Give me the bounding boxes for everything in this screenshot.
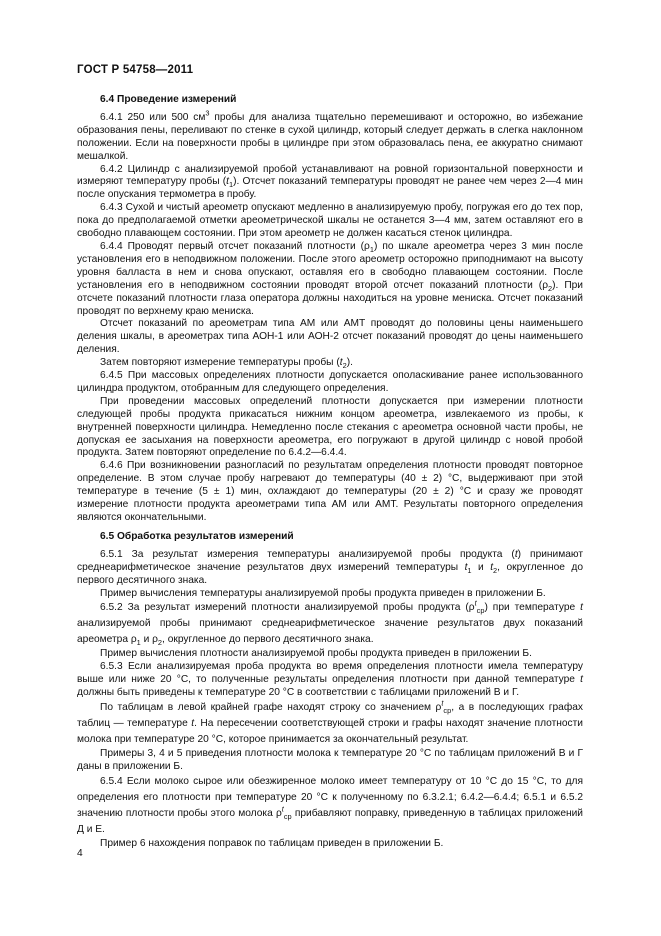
paragraph-6-5-1: 6.5.1 За результат измерения температуры анализируемой пробы продукта (t) принимают среднеарифметическое значение результатов двух измерений температуры $t_1$ и $t_2$, округленное до первого десятичного знака. bbox=[77, 548, 583, 586]
paragraph-example-6: Пример 6 нахождения поправок по таблицам приведен в приложении Б. bbox=[100, 837, 444, 849]
paragraph-density-example: Пример вычисления плотности анализируемой пробы продукта приведен в приложении Б. bbox=[100, 648, 532, 660]
paragraph-hydrometer-reading: Отсчет показаний по ареометрам типа АМ или АМТ проводят до половины цены наименьшего деления шкалы, в ареометрах типа АОН-1 или АОН-2 отсчет показаний проводят до цены наименьшего деления. bbox=[77, 318, 583, 356]
paragraph-6-4-3: 6.4.3 Сухой и чистый ареометр опускают медленно в анализируемую пробу, погружая его до тех пор, пока до предполагаемой отметки ареометрической шкалы не останется 3—4 мм, затем оставляют его в свободно плавающем состоянии. При этом ареометр не должен касаться стенок цилиндра. bbox=[77, 202, 583, 240]
paragraph-6-5-4: 6.5.4 Если молоко сырое или обезжиренное молоко имеет температуру от 10 °С до 15 °С, то для определения его плотности при температуре 20 °С к полученному по 6.3.2.1; 6.4.2—6.4.4; 6.5.1 и 6.5.2 значению плотности пробы этого молока $\rho^t_{ср}$ прибавляют поправку, приведенную в таблицах приложений Д и Е. bbox=[77, 775, 583, 835]
section-title-6-4: 6.4 Проведение измерений bbox=[100, 94, 237, 105]
section-title-6-5: 6.5 Обработка результатов измерений bbox=[100, 530, 294, 542]
paragraph-6-4-4: 6.4.4 Проводят первый отсчет показаний плотности $(\rho_1)$ по шкале ареометра через 3 мин после установления его в неподвижном положении. После этого ареометр осторожно приподнимают на высоту уровня балласта в нем и снова опускают, оставляя его в свободно плавающем состоянии. После установления его в неподвижном состоянии проводят второй отсчет показаний плотности $(\rho_2)$. При отсчете показаний плотности глаза оператора должны находиться на уровне мениска. Отсчет показаний проводят по верхнему краю мениска. bbox=[77, 240, 583, 317]
paragraph-6-4-1: 6.4.1 250 или 500 $см^3$ пробы для анализа тщательно перемешивают и осторожно, во избежание образования пены, переливают по стенке в сухой цилиндр, который следует держать в слегка наклонном положении. Если на поверхности пробы в цилиндре при этом образовалась пена, ее аккуратно снимают мешалкой. bbox=[77, 108, 583, 162]
paragraph-examples-3-4-5: Примеры 3, 4 и 5 приведения плотности молока к температуре 20 °С по таблицам приложений В и Г даны в приложении Б. bbox=[77, 748, 583, 772]
paragraph-temperature-example: Пример вычисления температуры анализируемой пробы продукта приведен в приложении Б. bbox=[100, 587, 546, 599]
paragraph-6-4-5: 6.4.5 При массовых определениях плотности допускается ополаскивание ранее использованного цилиндра продуктом, отобранным для следующего определения. bbox=[77, 370, 583, 394]
paragraph-6-5-3: 6.5.3 Если анализируемая проба продукта во время определения плотности имела температуру выше или ниже 20 °С, то полученные результаты определения плотности при данной температуре t должны быть приведены к температуре 20 °С в соответствии с таблицами приложений В и Г. bbox=[77, 661, 583, 699]
paragraph-6-5-2: 6.5.2 За результат измерений плотности анализируемой пробы продукта $(\rho^t_{ср})$ при температуре t анализируемой пробы принимают среднеарифметическое значение результатов двух показаний ареометра $\rho_1$ и $\rho_2$, округленное до первого десятичного знака. bbox=[77, 599, 583, 648]
paragraph-mass-determination: При проведении массовых определений плотности допускается при измерении плотности следующей пробы продукта прикасаться нижним концом ареометра, извлекаемого из пробы, к внутренней поверхности цилиндра. Немедленно после стекания с ареометра основной части пробы, не допуская ее засыхания на поверхности ареометра, его погружают в другой цилиндр с новой пробой продукта. Затем повторяют определение по 6.4.2—6.4.4. bbox=[77, 395, 583, 459]
document-code-header: ГОСТ Р 54758—2011 bbox=[77, 64, 194, 76]
paragraph-table-lookup: По таблицам в левой крайней графе находят строку со значением $\rho^t_{ср}$, а в последующих графах таблиц — температуре t. На пересечении соответствующей строки и графы находят значение плотности молока при температуре 20 °С, которое принимается за окончательный результат. bbox=[77, 698, 583, 746]
page-number: 4 bbox=[77, 848, 83, 859]
paragraph-6-4-6: 6.4.6 При возникновении разногласий по результатам определения плотности проводят повторное определение. В этом случае пробу нагревают до температуры (40 ± 2) °С, выдерживают при этой температуре в течение (5 ± 1) мин, охлаждают до температуры (20 ± 2) °С и сразу же проводят измерение плотности продукта ареометрами типа АМ или АМТ. Результаты повторного определения являются окончательными. bbox=[77, 460, 583, 523]
paragraph-6-4-2: 6.4.2 Цилиндр с анализируемой пробой устанавливают на ровной горизонтальной поверхности и измеряют температуру пробы $(t_1)$. Отсчет показаний температуры проводят не ранее чем через 2—4 мин после опускания термометра в пробу. bbox=[77, 163, 583, 201]
paragraph-repeat-temperature: Затем повторяют измерение температуры пробы $(t_2)$. bbox=[100, 357, 353, 371]
document-body bbox=[77, 93, 583, 851]
